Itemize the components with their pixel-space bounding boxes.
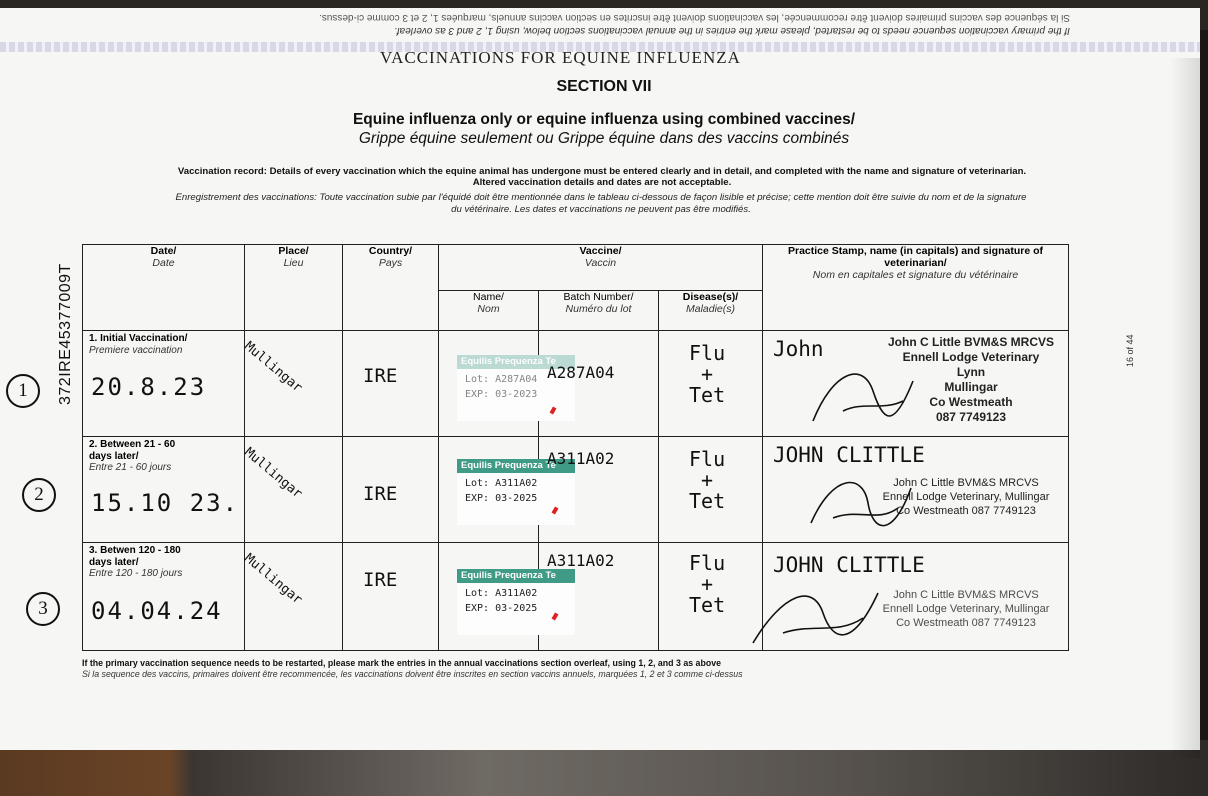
stamp-1-line4: Mullingar xyxy=(944,380,998,394)
header-batch-number xyxy=(539,291,659,331)
sticker-lot-1: A287A04 xyxy=(495,374,538,385)
handwritten-place-2: Mullingar xyxy=(241,445,305,502)
header-country-fr: Pays xyxy=(378,257,403,270)
cell-place-3 xyxy=(241,543,343,651)
table-row xyxy=(83,543,1069,651)
sticker-exp-prefix-3: EXP: xyxy=(465,602,490,614)
record-instructions-french xyxy=(86,192,1116,215)
sticker-lot-2: A311A02 xyxy=(495,478,538,489)
handwritten-date-3: 04.04.24 xyxy=(91,597,223,625)
handwritten-vet-name-3: JOHN CLITTLE xyxy=(773,553,925,577)
handwritten-country-1: IRE xyxy=(363,365,398,387)
row-label-en2-2: days later/ xyxy=(89,450,139,462)
disease-3-line2: + xyxy=(701,572,714,596)
disease-1-line3: Tet xyxy=(689,383,726,407)
row-label-fr-3: Entre 120 - 180 jours xyxy=(89,568,183,579)
header-country xyxy=(343,245,439,331)
sticker-brand-3: Equilis Prequenza Te xyxy=(457,569,575,583)
cell-place-2 xyxy=(241,437,343,543)
stamp-1-line6: 087 7749123 xyxy=(935,410,1007,424)
disease-2-line2: + xyxy=(701,468,714,492)
handwritten-batch-3: A311A02 xyxy=(547,551,615,570)
handwritten-disease-3 xyxy=(689,553,725,616)
cell-batch-1 xyxy=(539,331,659,437)
sticker-exp-2: 03-2025 xyxy=(495,492,538,504)
record-instructions-english xyxy=(92,166,1112,188)
stamp-3-line3: Co Westmeath 087 7749123 xyxy=(896,616,1036,629)
stamp-1-line1: John C Little BVM&S MRCVS xyxy=(887,335,1054,349)
header-vaccine-name xyxy=(439,291,539,331)
footer-note-french: Si la sequence des vaccins, primaires doivent être recommencée, les vaccinations doivent être inscrites en section vaccins annuels, marquées 1, 2 et 3 comme ci-dessus xyxy=(82,669,743,679)
handwritten-country-2: IRE xyxy=(363,483,398,505)
page-header: VACCINATIONS FOR EQUINE INFLUENZA xyxy=(380,48,741,67)
header-country-en: Country/ xyxy=(368,245,413,257)
row-label-1 xyxy=(83,331,244,358)
header-stamp-en: Practice Stamp, name (in capitals) and signature of veterinarian/ xyxy=(788,245,1043,270)
handwritten-vet-name-1: John xyxy=(773,337,824,361)
header-vaccine-en: Vaccine/ xyxy=(579,245,622,257)
stamp-1-line3: Lynn xyxy=(956,365,986,379)
sticker-exp-3: 03-2025 xyxy=(495,602,538,614)
cell-date-3 xyxy=(83,543,245,651)
disease-2-line1: Flu xyxy=(689,447,726,471)
sticker-exp-prefix-2: EXP: xyxy=(465,492,490,504)
header-place-en: Place/ xyxy=(278,245,309,257)
handwritten-place-1: Mullingar xyxy=(241,339,305,396)
show-through-text-2: If the primary vaccination sequence needs to be restarted, please mark the entries in the annual vaccinations section below, using 1, 2 and 3 as overleaf. xyxy=(394,25,1070,36)
cell-vaccine-name-2 xyxy=(439,437,556,543)
handwritten-batch-2: A311A02 xyxy=(547,449,615,468)
passport-id-vertical xyxy=(46,246,74,406)
stamp-2-line3: Co Westmeath 087 7749123 xyxy=(896,504,1036,517)
cell-vaccine-name-3 xyxy=(439,543,556,651)
vet-signature-1 xyxy=(803,351,933,441)
row-label-fr-2: Entre 21 - 60 jours xyxy=(89,462,172,473)
row-label-en-3: 3. Betwen 120 - 180 xyxy=(89,545,181,556)
header-place-fr: Lieu xyxy=(283,257,304,270)
header-disease-fr: Maladie(s) xyxy=(685,303,735,316)
disease-3-line1: Flu xyxy=(689,551,726,575)
vet-signature-2 xyxy=(803,463,923,543)
cell-country-1 xyxy=(343,331,439,437)
sticker-lot-block-3 xyxy=(465,587,537,616)
sticker-lot-prefix-3: Lot: xyxy=(465,588,490,599)
stamp-1-line2: Ennell Lodge Veterinary xyxy=(902,350,1040,364)
handwritten-batch-1: A287A04 xyxy=(547,363,615,382)
section-title: SECTION VII xyxy=(556,78,652,95)
header-disease-en: Disease(s)/ xyxy=(682,291,739,303)
header-vaccine-fr: Vaccin xyxy=(584,257,617,270)
stamp-2-line1: John C Little BVM&S MRCVS xyxy=(893,477,1039,489)
record-fr-line1: Enregistrement des vaccinations: Toute vaccination subie par l'équidé doit être mentionnée dans le tableau ci-dessous de façon lisible et précise; cette mention doit être suivie du nom et de la signature xyxy=(175,192,1027,203)
title-english: Equine influenza only or equine influenza using combined vaccines/ xyxy=(352,111,856,128)
row-circle-3: 3 xyxy=(26,592,60,626)
red-mark-1 xyxy=(550,406,557,414)
cell-country-2 xyxy=(343,437,439,543)
cell-disease-2 xyxy=(659,437,763,543)
page-number: 16 of 44 xyxy=(1125,334,1135,367)
handwritten-disease-1 xyxy=(689,343,725,406)
sticker-exp-1: 03-2023 xyxy=(495,388,538,400)
row-label-3 xyxy=(83,543,244,582)
handwritten-place-3: Mullingar xyxy=(241,551,305,608)
cell-stamp-3 xyxy=(763,543,1069,651)
vaccination-table xyxy=(82,244,1069,651)
cell-vaccine-name-1 xyxy=(439,331,556,437)
cell-date-1 xyxy=(83,331,245,437)
header-name-fr: Nom xyxy=(477,303,500,316)
header-vaccine xyxy=(439,245,763,291)
page-curl-shadow xyxy=(1170,58,1200,758)
row-label-fr-1: Premiere vaccination xyxy=(89,344,183,356)
passport-id: 372IRE45377009T xyxy=(57,263,74,405)
record-fr-line2: du vétérinaire. Les dates et vaccinations ne peuvent pas être modifiés. xyxy=(451,203,751,215)
vet-signature-3 xyxy=(743,573,893,651)
header-date-fr: Date xyxy=(152,257,175,270)
row-circle-1: 1 xyxy=(6,374,40,408)
sticker-lot-3: A311A02 xyxy=(495,588,538,599)
stamp-2-line2: Ennell Lodge Veterinary, Mullingar xyxy=(882,490,1050,503)
table-row xyxy=(83,437,1069,543)
sticker-brand-2: Equilis Prequenza Te xyxy=(457,459,575,473)
row-label-en2-3: days later/ xyxy=(89,556,139,568)
red-mark-2 xyxy=(552,506,559,514)
page-number-vertical xyxy=(1120,323,1140,367)
red-mark-3 xyxy=(552,612,559,620)
handwritten-date-2: 15.10 23. xyxy=(91,489,240,517)
header-date xyxy=(83,245,245,331)
disease-3-line3: Tet xyxy=(689,593,726,617)
handwritten-country-3: IRE xyxy=(363,569,398,591)
row-label-en-1: 1. Initial Vaccination/ xyxy=(89,333,188,344)
stamp-3-line2: Ennell Lodge Veterinary, Mullingar xyxy=(882,602,1050,615)
sticker-lot-block-2 xyxy=(465,477,537,506)
practice-stamp-3 xyxy=(863,589,1069,630)
cell-stamp-1 xyxy=(763,331,1069,437)
disease-2-line3: Tet xyxy=(689,489,726,513)
cell-disease-1 xyxy=(659,331,763,437)
header-stamp-fr: Nom en capitales et signature du vétérinaire xyxy=(812,269,1019,282)
cell-batch-2 xyxy=(539,437,659,543)
title-french: Grippe équine seulement ou Grippe équine dans des vaccins combinés xyxy=(358,130,850,147)
sticker-brand-1: Equilis Prequenza Te xyxy=(457,355,575,369)
show-through-text-1: Si la séquence des vaccins primaires doivent être recommencée, les vaccinations doivent être inscrites en section vaccins annuels, marquées 1, 2 et 3 comme ci-dessus. xyxy=(319,12,1070,23)
row-circle-2: 2 xyxy=(22,478,56,512)
row-label-2 xyxy=(83,437,244,476)
stamp-1-line5: Co Westmeath xyxy=(929,395,1013,409)
disease-1-line2: + xyxy=(701,362,714,386)
header-batch-en: Batch Number/ xyxy=(563,291,634,303)
footer-note-english: If the primary vaccination sequence needs to be restarted, please mark the entries in the annual vaccinations section overleaf, using 1, 2, and 3 as above xyxy=(82,658,721,668)
handwritten-date-1: 20.8.23 xyxy=(91,373,207,401)
row-label-en-2: 2. Between 21 - 60 xyxy=(89,439,176,450)
cell-stamp-2 xyxy=(763,437,1069,543)
record-en-line2: Altered vaccination details and dates are not acceptable. xyxy=(472,177,732,189)
passport-page xyxy=(0,8,1200,750)
header-name-en: Name/ xyxy=(473,291,504,303)
cell-batch-3 xyxy=(539,543,659,651)
sticker-lot-prefix-1: Lot: xyxy=(465,374,490,385)
sticker-lot-prefix-2: Lot: xyxy=(465,478,490,489)
header-place xyxy=(245,245,343,331)
cell-country-3 xyxy=(343,543,439,651)
handwritten-vet-name-2: JOHN CLITTLE xyxy=(773,443,925,467)
sticker-exp-prefix-1: EXP: xyxy=(465,388,490,400)
header-practice-stamp xyxy=(763,245,1069,331)
table-row xyxy=(83,331,1069,437)
header-diseases xyxy=(659,291,763,331)
cell-date-2 xyxy=(83,437,245,543)
record-en-line1: Vaccination record: Details of every vaccination which the equine animal has undergone must be entered clearly and in detail, and completed with the name and signature of veterinarian. xyxy=(177,166,1027,177)
header-batch-fr: Numéro du lot xyxy=(565,303,632,316)
sticker-lot-block-1 xyxy=(465,373,537,402)
cell-place-1 xyxy=(241,331,343,437)
stamp-3-line1: John C Little BVM&S MRCVS xyxy=(893,589,1039,601)
header-date-en: Date/ xyxy=(150,245,177,257)
disease-1-line1: Flu xyxy=(689,341,726,365)
handwritten-disease-2 xyxy=(689,449,725,512)
